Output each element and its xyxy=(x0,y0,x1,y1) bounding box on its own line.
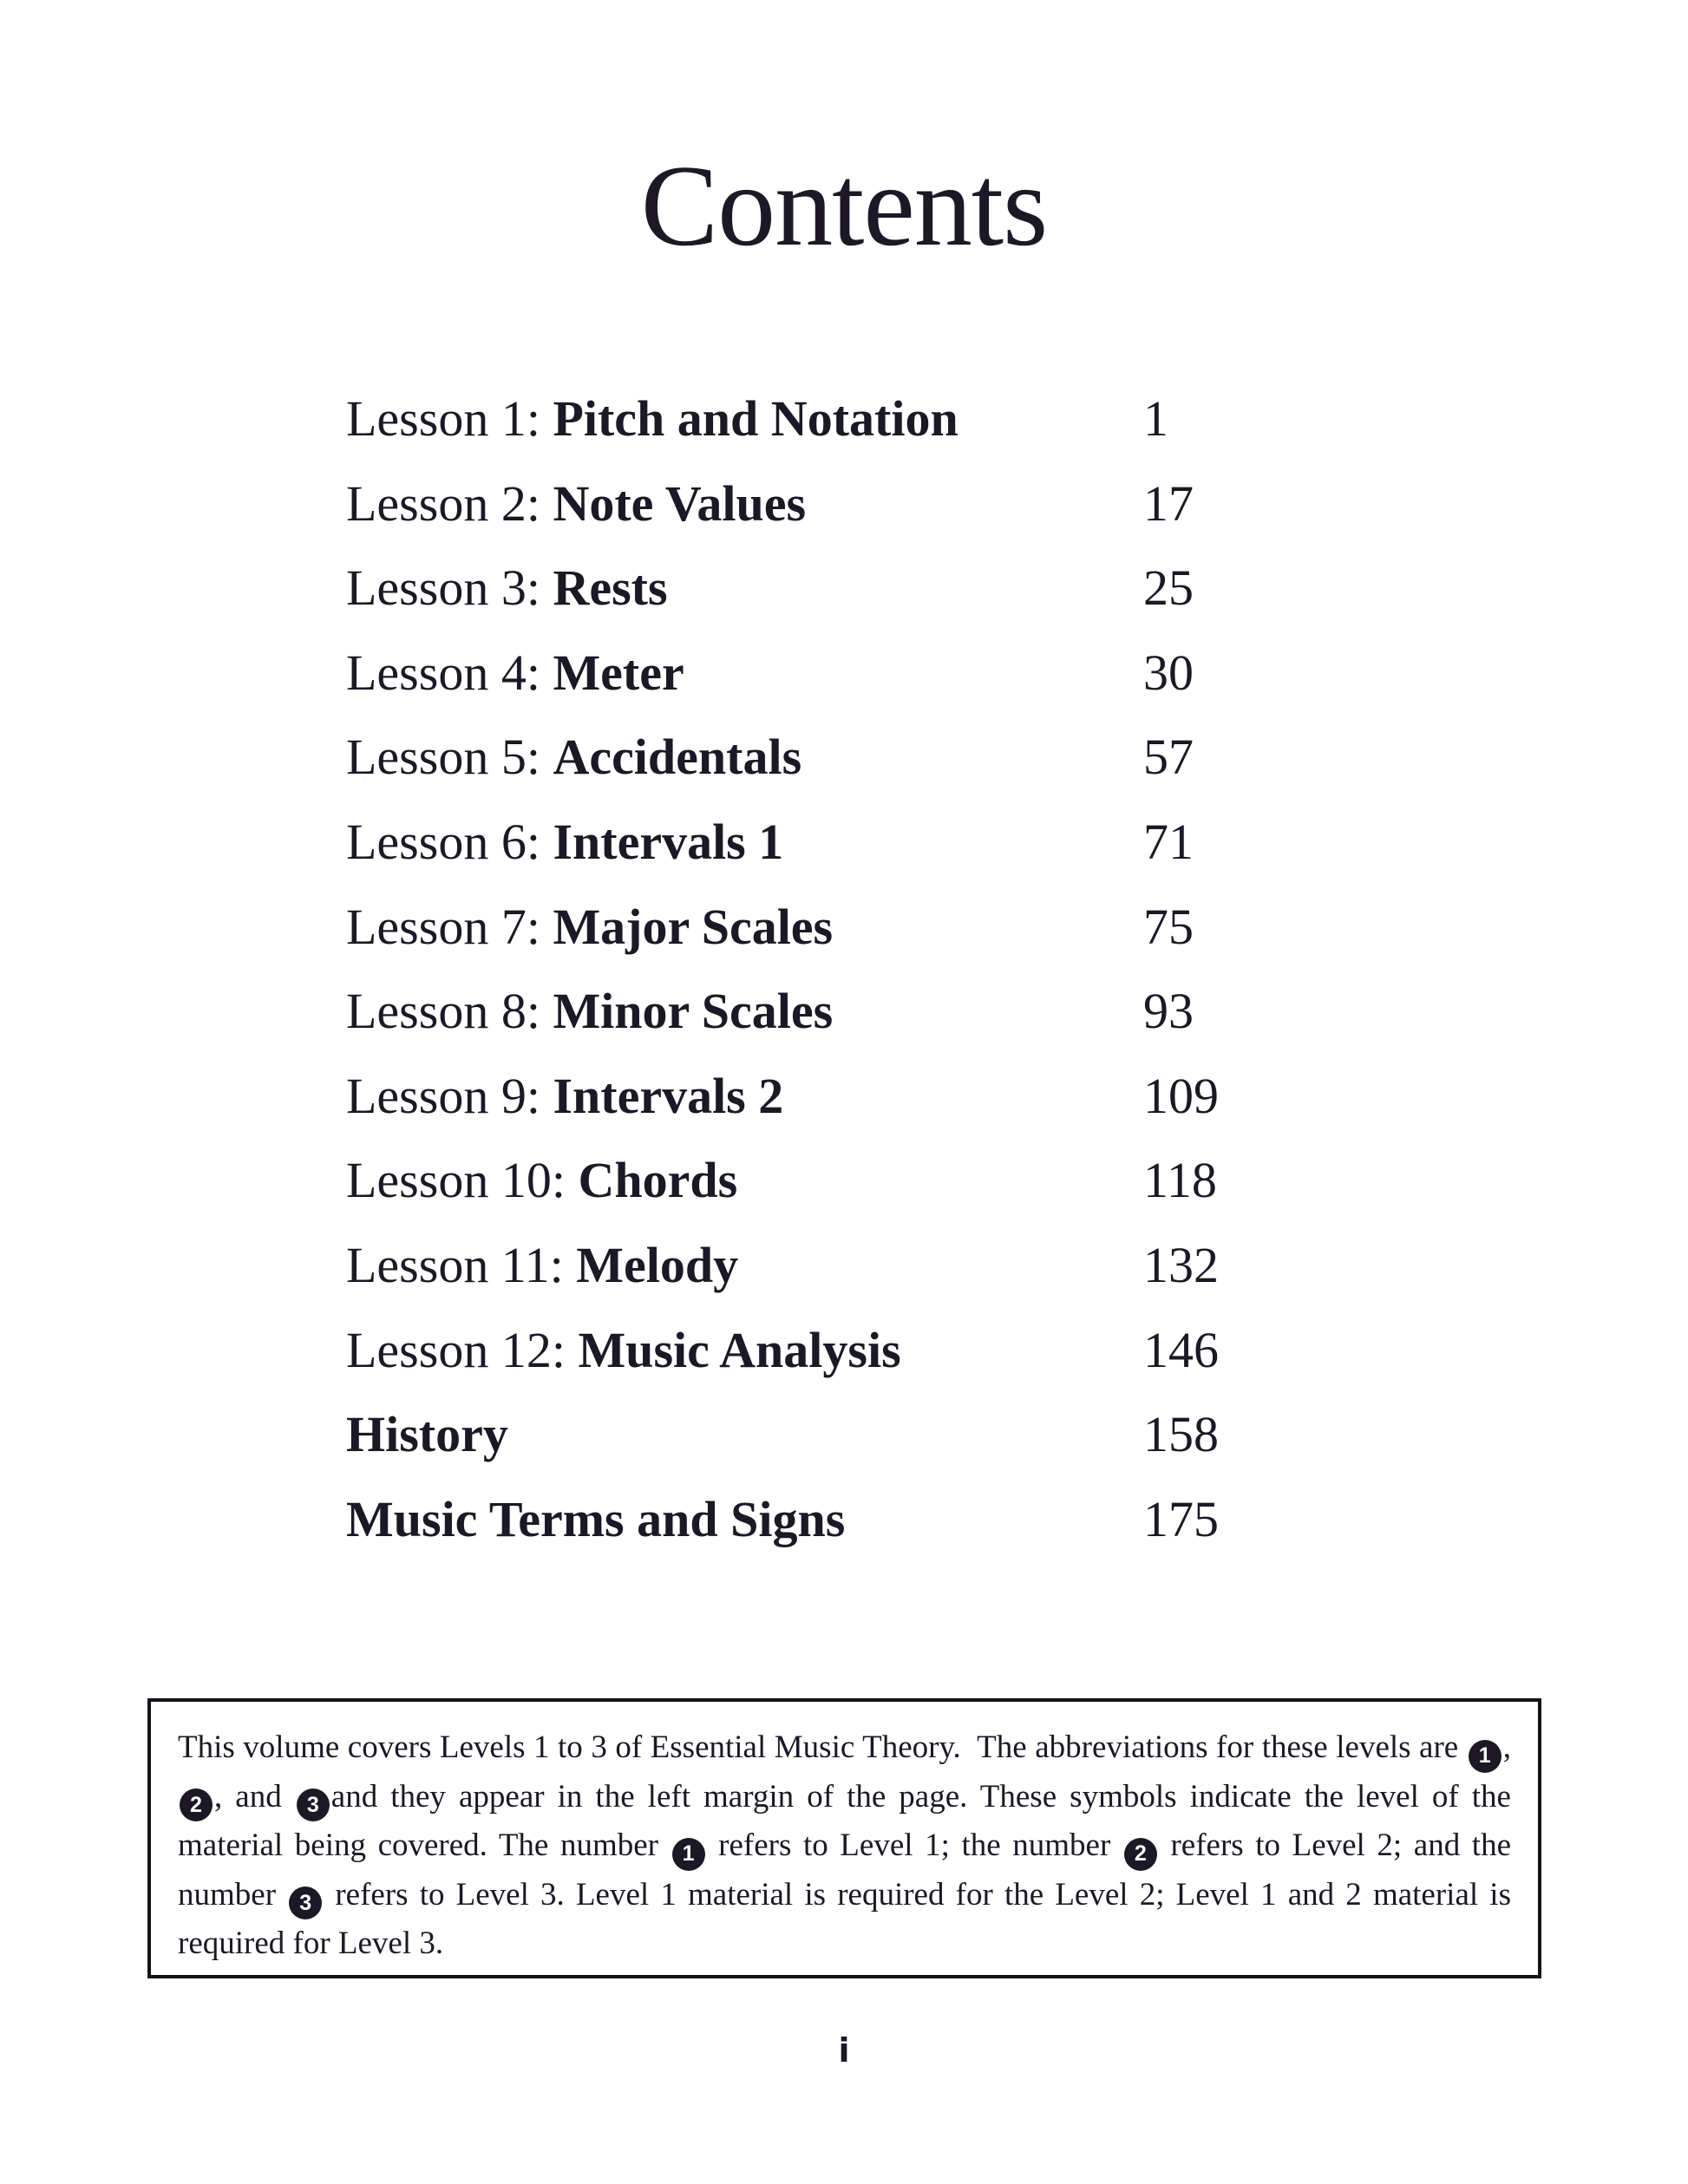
toc-row-prefix: Lesson 5: xyxy=(346,729,553,786)
toc-row xyxy=(346,1223,1560,1308)
toc-list xyxy=(346,376,1560,1561)
toc-row-page: 93 xyxy=(1143,983,1194,1040)
toc-row-title: Pitch and Notation xyxy=(553,390,958,447)
toc-row-title: Chords xyxy=(578,1152,738,1209)
toc-row xyxy=(346,1308,1560,1393)
toc-row-page: 75 xyxy=(1143,898,1194,955)
toc-row-title: Music Analysis xyxy=(578,1321,901,1378)
toc-row-prefix: Lesson 7: xyxy=(346,898,553,955)
note-text: This volume covers Levels 1 to 3 of Essential Music Theory. The abbreviations for these levels are 1 , 2 , and 3 and they appear in the left margin of the page. These symbols indicate the level of the material being covered. The number 1 refers to Level 1; the number 2 refers to Level 2; and the number 3 refers to Level 3. Level 1 material is required for the Level 2; Level 1 and 2 material is required for Level 3. xyxy=(178,1730,1511,1961)
toc-row-prefix: Lesson 6: xyxy=(346,813,553,870)
toc-row xyxy=(346,631,1560,716)
toc-row-prefix: Lesson 3: xyxy=(346,559,553,617)
toc-row-page: 17 xyxy=(1143,474,1194,532)
note-box xyxy=(147,1698,1541,1978)
toc-row-title: Minor Scales xyxy=(553,983,834,1040)
toc-row-prefix: Lesson 4: xyxy=(346,644,553,701)
toc-row-title: Melody xyxy=(576,1236,739,1293)
toc-row-title: Major Scales xyxy=(553,898,834,955)
toc-row-title: Intervals 1 xyxy=(553,813,784,870)
toc-row-page: 158 xyxy=(1143,1406,1219,1463)
toc-row xyxy=(346,376,1560,461)
toc-row-title: Rests xyxy=(553,559,668,617)
toc-row-page: 175 xyxy=(1143,1490,1219,1547)
toc-row-page: 146 xyxy=(1143,1321,1219,1378)
toc-row-title: History xyxy=(346,1406,508,1463)
toc-row-title: Note Values xyxy=(553,474,807,532)
page-title: Contents xyxy=(640,141,1048,270)
toc-row-page: 71 xyxy=(1143,813,1194,870)
toc-row-prefix: Lesson 9: xyxy=(346,1067,553,1124)
toc-row-page: 30 xyxy=(1143,644,1194,701)
level-3-badge-icon: 3 xyxy=(297,1788,330,1821)
toc-row xyxy=(346,1138,1560,1223)
toc-row-prefix: Lesson 10: xyxy=(346,1152,579,1209)
toc-row-page: 118 xyxy=(1143,1152,1217,1209)
toc-row-title: Music Terms and Signs xyxy=(346,1490,846,1547)
toc-row-title: Meter xyxy=(553,644,684,701)
level-3-badge-icon: 3 xyxy=(289,1886,322,1919)
toc-row xyxy=(346,1392,1560,1477)
toc-row-prefix: Lesson 2: xyxy=(346,474,553,532)
toc-row-prefix: Lesson 8: xyxy=(346,983,553,1040)
toc-row xyxy=(346,715,1560,800)
level-2-badge-icon: 2 xyxy=(1124,1838,1157,1871)
toc-row-page: 57 xyxy=(1143,729,1194,786)
toc-row-page: 132 xyxy=(1143,1236,1219,1293)
toc-row xyxy=(346,461,1560,546)
toc-row-page: 25 xyxy=(1143,559,1194,617)
toc-row xyxy=(346,885,1560,970)
toc-row-prefix: Lesson 11: xyxy=(346,1236,577,1293)
toc-row xyxy=(346,546,1560,631)
toc-row-prefix: Lesson 12: xyxy=(346,1321,579,1378)
toc-row xyxy=(346,800,1560,885)
toc-row xyxy=(346,1477,1560,1562)
toc-row-prefix: Lesson 1: xyxy=(346,390,553,447)
level-1-badge-icon: 1 xyxy=(672,1838,705,1871)
toc-row-title: Intervals 2 xyxy=(553,1067,784,1124)
page-number: i xyxy=(838,2031,850,2070)
toc-row xyxy=(346,969,1560,1054)
toc-row xyxy=(346,1054,1560,1139)
level-1-badge-icon: 1 xyxy=(1469,1740,1502,1773)
toc-row-page: 1 xyxy=(1143,390,1168,447)
toc-row-title: Accidentals xyxy=(553,729,802,786)
toc-row-page: 109 xyxy=(1143,1067,1219,1124)
level-2-badge-icon: 2 xyxy=(180,1788,213,1821)
